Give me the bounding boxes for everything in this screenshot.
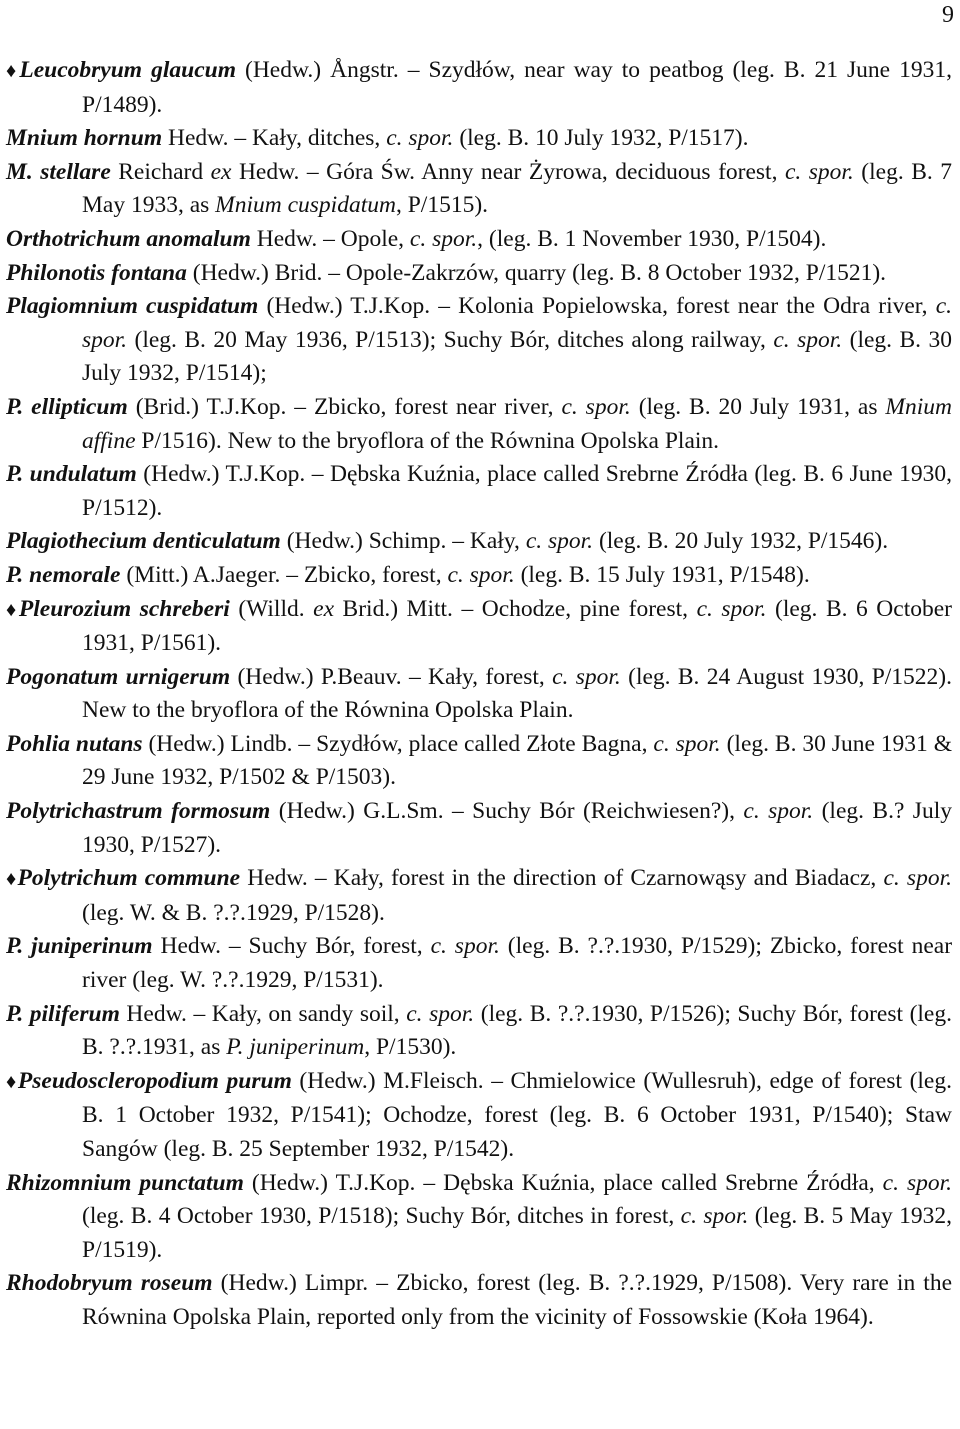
species-entry xyxy=(6,862,952,930)
entry-text: (leg. B. 24 August 1930, P/1522). New to the bryoflora of the Równina Opolska Plain. xyxy=(82,663,953,724)
entry-text: , (leg. B. 1 November 1930, P/1504). xyxy=(477,225,827,252)
entry-text: (Hedw.) T.J.Kop. – Dębska Kuźnia, place called Srebrne Źródła (leg. B. 6 June 1930, P/1512). xyxy=(82,461,952,521)
italic-text: c. spor. xyxy=(386,125,454,152)
entry-text: Hedw. – Kały, on sandy soil, xyxy=(119,1000,407,1027)
entry-text: (leg. B. 20 May 1936, P/1513); Suchy Bór, ditches along railway, xyxy=(127,326,774,353)
species-entry xyxy=(6,930,952,997)
species-entry xyxy=(6,391,952,458)
entry-text: (leg. B. 5 May 1932, P/1519). xyxy=(82,1203,952,1263)
species-entry xyxy=(6,1065,952,1167)
diamond-marker-icon: ♦ xyxy=(6,868,18,891)
italic-text: c. spor. xyxy=(82,293,952,353)
entry-text: Brid.) Mitt. – Ochodze, pine forest, xyxy=(334,595,697,622)
entry-text: (leg. B. 4 October 1930, P/1518); Suchy Bór, ditches in forest, xyxy=(82,1203,681,1230)
species-name: Philonotis fontana xyxy=(6,259,187,286)
entry-text: (Hedw.) P.Beauv. – Kały, forest, xyxy=(230,663,553,690)
species-entry xyxy=(6,525,952,559)
species-name: P. ellipticum xyxy=(6,393,128,420)
species-name: Rhizomnium punctatum xyxy=(6,1169,244,1196)
entry-text: (Mitt.) A.Jaeger. – Zbicko, forest, xyxy=(120,561,448,588)
species-name: Pohlia nutans xyxy=(6,730,143,757)
entry-text: (leg. B. 30 July 1932, P/1514); xyxy=(82,326,952,387)
entry-text: (leg. B. 30 June 1931 & 29 June 1932, P/1502 & P/1503). xyxy=(82,730,952,791)
entry-text: (leg. B. ?.?.1930, P/1526); Suchy Bór, forest (leg. B. ?.?.1931, as xyxy=(82,1000,952,1061)
entry-text: (leg. B. 10 July 1932, P/1517). xyxy=(453,125,749,152)
italic-text: c. spor. xyxy=(561,393,631,420)
species-entry xyxy=(6,1267,952,1334)
entry-text: (Brid.) T.J.Kop. – Zbicko, forest near river, xyxy=(127,393,562,420)
species-name: M. stellare xyxy=(6,158,111,185)
species-name: Polytrichum commune xyxy=(17,865,241,892)
entry-text: (Hedw.) M.Fleisch. – Chmielowice (Wullesruh), edge of forest (leg. B. 1 October 1932, P/1541); Ochodze, forest (leg. B. 6 October 1931, P/1540); Staw Sangów (leg. B. 25 September 1932, P/1542). xyxy=(82,1067,952,1162)
entry-text: (leg. B.? July 1930, P/1527). xyxy=(82,798,952,858)
species-entry xyxy=(6,998,952,1065)
species-entry xyxy=(6,728,952,795)
italic-text: Mnium affine xyxy=(82,393,952,454)
species-name: Rhodobryum roseum xyxy=(6,1270,213,1297)
species-entry xyxy=(6,54,952,122)
species-entry xyxy=(6,559,952,593)
page-number: 9 xyxy=(942,2,954,28)
species-entry xyxy=(6,661,952,728)
entry-text: (Hedw.) Limpr. – Zbicko, forest (leg. B. ?.?.1929, P/1508). Very rare in the Równina Opolska Plain, reported only from the vicinity of Fossowskie (Koła 1964). xyxy=(82,1270,952,1330)
species-list xyxy=(6,54,952,1335)
italic-text: ex xyxy=(210,158,232,185)
italic-text: c. spor. xyxy=(696,595,767,622)
entry-text: (Willd. xyxy=(229,595,314,622)
species-entry xyxy=(6,593,952,661)
entry-text: (Hedw.) Brid. – Opole-Zakrzów, quarry (leg. B. 8 October 1932, P/1521). xyxy=(186,259,887,286)
species-name: Pleurozium schreberi xyxy=(18,595,230,622)
italic-text: c. spor. xyxy=(773,326,843,353)
italic-text: ex xyxy=(313,595,335,622)
diamond-marker-icon: ♦ xyxy=(6,598,19,621)
entry-text: , P/1515). xyxy=(395,192,489,219)
entry-text: (leg. B. 7 May 1933, as xyxy=(82,158,952,219)
diamond-marker-icon: ♦ xyxy=(6,60,20,82)
species-name: Plagiomnium cuspidatum xyxy=(6,293,259,320)
diamond-marker-icon: ♦ xyxy=(6,1070,18,1093)
species-name: Mnium hornum xyxy=(6,125,163,152)
species-entry xyxy=(6,257,952,291)
species-entry xyxy=(6,795,952,862)
species-entry xyxy=(6,1167,952,1268)
entry-text: (leg. B. 20 July 1932, P/1546). xyxy=(593,528,889,555)
entry-text: (leg. B. ?.?.1930, P/1529); Zbicko, forest near river (leg. W. ?.?.1929, P/1531). xyxy=(82,933,953,994)
species-name: P. juniperinum xyxy=(6,933,153,960)
italic-text: c. spor. xyxy=(882,1169,953,1196)
species-name: P. piliferum xyxy=(6,1000,120,1027)
italic-text: c. spor. xyxy=(430,933,500,960)
italic-text: c. spor. xyxy=(680,1203,749,1230)
italic-text: c. spor. xyxy=(525,528,594,555)
species-name: Leucobryum glaucum xyxy=(19,57,236,83)
entry-text: (leg. W. & B. ?.?.1929, P/1528). xyxy=(82,899,385,926)
entry-text: (leg. B. 6 October 1931, P/1561). xyxy=(82,595,952,657)
entry-text: Hedw. – Suchy Bór, forest, xyxy=(152,933,431,960)
entry-text: Hedw. – Kały, ditches, xyxy=(162,125,387,152)
entry-text: P/1516). New to the bryoflora of the Równina Opolska Plain. xyxy=(135,427,720,454)
italic-text: c. spor. xyxy=(552,663,621,690)
species-name: Plagiothecium denticulatum xyxy=(6,528,281,555)
entry-text: (leg. B. 20 July 1931, as xyxy=(630,393,886,420)
species-entry xyxy=(6,156,952,223)
italic-text: c. spor. xyxy=(883,865,952,892)
entry-text: Reichard xyxy=(110,158,211,185)
italic-text: c. spor. xyxy=(743,798,814,825)
entry-text: (Hedw.) Ångstr. – Szydłów, near way to peatbog (leg. B. 21 June 1931, P/1489). xyxy=(82,57,952,118)
species-entry xyxy=(6,290,952,391)
entry-text: (Hedw.) Schimp. – Kały, xyxy=(280,528,526,555)
species-name: P. undulatum xyxy=(6,461,137,488)
entry-text: Hedw. – Góra Św. Anny near Żyrowa, deciduous forest, xyxy=(231,158,785,185)
entry-text: (Hedw.) T.J.Kop. – Dębska Kuźnia, place called Srebrne Źródła, xyxy=(243,1169,883,1196)
entry-text: Hedw. – Opole, xyxy=(250,225,410,252)
italic-text: c. spor. xyxy=(653,730,721,757)
entry-text: (Hedw.) T.J.Kop. – Kolonia Popielowska, forest near the Odra river, xyxy=(258,293,936,320)
entry-text: (leg. B. 15 July 1931, P/1548). xyxy=(514,561,810,588)
species-name: P. nemorale xyxy=(6,561,121,588)
italic-text: P. juniperinum xyxy=(226,1034,365,1061)
entry-text: Hedw. – Kały, forest in the direction of Czarnowąsy and Biadacz, xyxy=(240,865,884,892)
entry-text: (Hedw.) G.L.Sm. – Suchy Bór (Reichwiesen?), xyxy=(270,798,744,825)
entry-text: (Hedw.) Lindb. – Szydłów, place called Złote Bagna, xyxy=(142,730,654,757)
species-entry xyxy=(6,458,952,525)
italic-text: c. spor. xyxy=(447,561,515,588)
italic-text: c. spor. xyxy=(409,225,478,252)
species-name: Pogonatum urnigerum xyxy=(6,663,231,690)
entry-text: , P/1530). xyxy=(364,1034,457,1061)
species-name: Orthotrichum anomalum xyxy=(6,225,251,252)
italic-text: c. spor. xyxy=(784,158,854,185)
italic-text: c. spor. xyxy=(406,1000,475,1027)
species-name: Pseudoscleropodium purum xyxy=(17,1067,292,1094)
species-entry xyxy=(6,223,952,257)
italic-text: Mnium cuspidatum xyxy=(215,192,396,219)
species-entry xyxy=(6,122,952,156)
species-name: Polytrichastrum formosum xyxy=(6,798,271,825)
